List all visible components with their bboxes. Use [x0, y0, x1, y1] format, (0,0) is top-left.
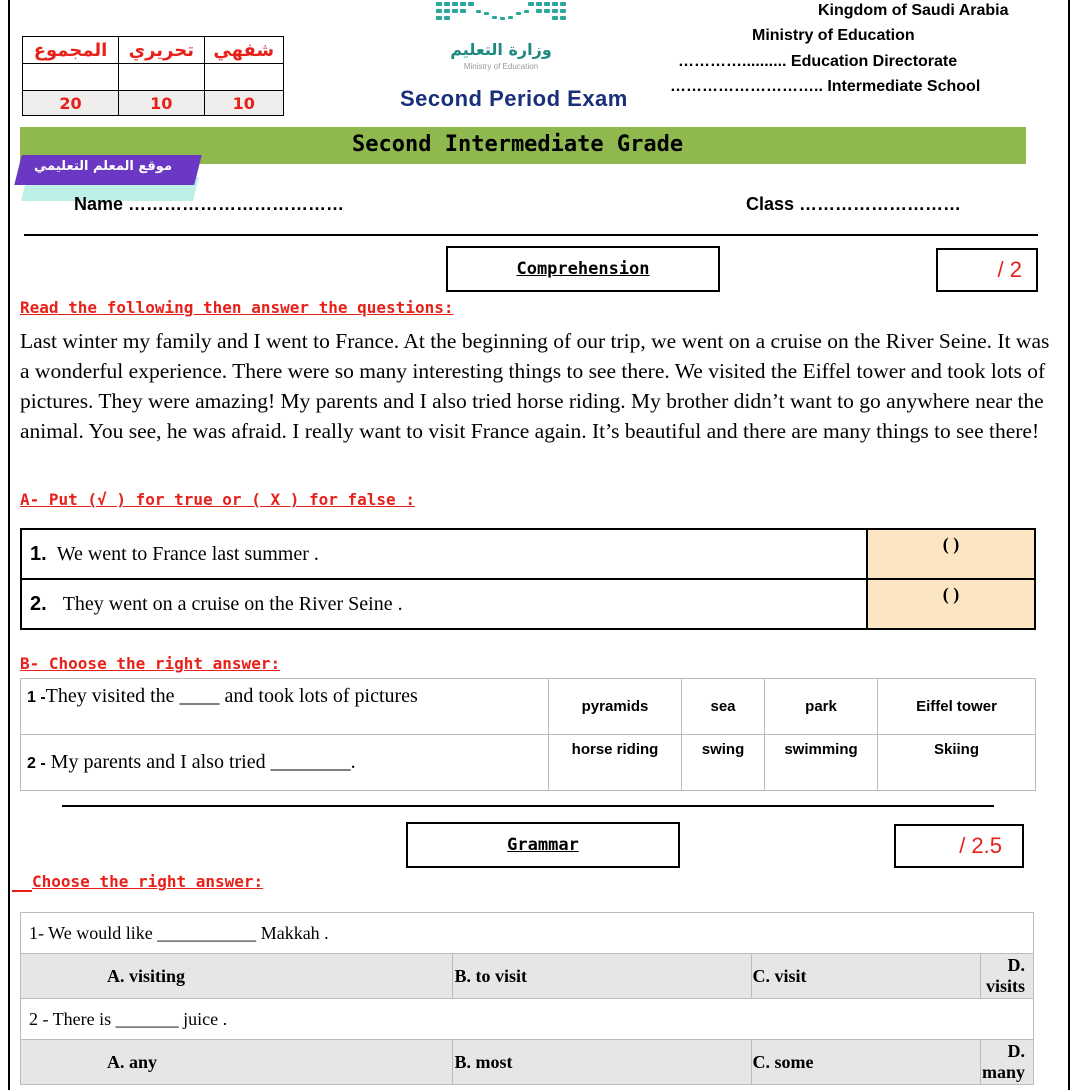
comprehension-title-box — [446, 246, 720, 292]
mc-option[interactable]: pyramids — [549, 679, 682, 735]
watermark-logo — [18, 155, 198, 195]
part-b-instruction: B- Choose the right answer: — [20, 654, 281, 673]
score-value-oral: 10 — [204, 91, 284, 116]
ministry-english-name: Ministry of Education — [463, 62, 539, 71]
header-directorate: ………….......... Education Directorate — [678, 53, 958, 70]
table-row — [21, 679, 1036, 735]
score-blank-total[interactable] — [23, 64, 119, 91]
tf-question-1 — [21, 529, 867, 579]
header-kingdom: Kingdom of Saudi Arabia — [818, 2, 1009, 19]
class-label: Class ……………………… — [746, 194, 962, 214]
grammar-question-1: 1- We would like ___________ Makkah . — [21, 913, 1034, 954]
score-value-written: 10 — [119, 91, 204, 116]
score-header-total: المجموع — [23, 37, 119, 64]
score-table — [22, 36, 284, 116]
score-header-written: تحريري — [119, 37, 204, 64]
tf-question-2-text: They went on a cruise on the River Seine . — [62, 592, 403, 615]
grammar-question-2: 2 - There is _______ juice . — [21, 999, 1034, 1040]
comprehension-title: Comprehension — [516, 259, 650, 279]
table-row — [21, 735, 1036, 791]
tf-question-1-number: 1. — [30, 542, 47, 565]
multiple-choice-table — [20, 678, 1036, 791]
watermark-text: موقع المعلم التعليمي — [34, 159, 172, 174]
grammar-title-box — [406, 822, 680, 868]
tf-answer-1[interactable]: ( ) — [867, 529, 1035, 579]
part-a-instruction: A- Put (√ ) for true or ( X ) for false : — [20, 490, 415, 509]
table-row — [21, 913, 1034, 954]
comprehension-passage: Last winter my family and I went to France. At the beginning of our trip, we went on a cruise on the River Seine. It was a wonderful experience. There were so many interesting things to see there. We visited the Eiffel tower and took lots of pictures. They were amazing! My parents and I also tried horse riding. My brother didn’t want to go anywhere near the animal. You see, he was afraid. I really want to visit France again. It’s beautiful and there are many things to see there! — [20, 329, 1050, 443]
tf-question-1-text: We went to France last summer . — [56, 542, 319, 565]
mc-question-1-text: They visited the ____ and took lots of pictures — [45, 685, 418, 707]
exam-title: Second Period Exam — [400, 86, 628, 111]
ministry-arabic-name: وزارة التعليم — [450, 40, 552, 59]
comprehension-score: / 2 — [997, 257, 1022, 282]
grammar-option[interactable]: A. visiting — [21, 954, 453, 999]
section-divider — [62, 805, 994, 807]
table-row — [21, 999, 1034, 1040]
score-header-oral: شفهي — [204, 37, 284, 64]
tf-answer-2[interactable]: ( ) — [867, 579, 1035, 629]
grammar-option[interactable]: C. some — [751, 1040, 980, 1085]
mc-option[interactable]: Eiffel tower — [878, 679, 1036, 735]
instruction-underline-mark — [12, 890, 32, 892]
mc-question-1-number: 1 - — [27, 689, 46, 706]
mc-question-2 — [21, 735, 549, 791]
grammar-option[interactable]: D. visits — [980, 954, 1033, 999]
table-row — [21, 529, 1035, 579]
grammar-title: Grammar — [507, 835, 579, 855]
grammar-instruction: Choose the right answer: — [32, 872, 264, 891]
divider-line — [24, 234, 1038, 236]
table-row — [21, 579, 1035, 629]
tf-question-2-number: 2. — [30, 592, 47, 615]
mc-option[interactable]: Skiing — [878, 735, 1036, 791]
name-label: Name ……………………………… — [74, 194, 345, 214]
score-blank-written[interactable] — [119, 64, 204, 91]
tf-question-2 — [21, 579, 867, 629]
mc-question-2-text: My parents and I also tried ________. — [50, 751, 356, 773]
grammar-table — [20, 912, 1034, 1085]
mc-option[interactable]: swimming — [765, 735, 878, 791]
score-value-total: 20 — [23, 91, 119, 116]
grade-band-title: Second Intermediate Grade — [352, 132, 684, 157]
ministry-logo — [416, 0, 586, 80]
score-blank-oral[interactable] — [204, 64, 284, 91]
comprehension-instruction: Read the following then answer the questions: — [20, 298, 454, 317]
mc-option[interactable]: sea — [682, 679, 765, 735]
header-school: ……………………….. Intermediate School — [670, 78, 981, 95]
mc-option[interactable]: swing — [682, 735, 765, 791]
table-row — [21, 1040, 1034, 1085]
grammar-option[interactable]: B. to visit — [453, 954, 751, 999]
mc-question-1 — [21, 679, 549, 735]
true-false-table — [20, 528, 1036, 630]
grammar-score-box — [894, 824, 1024, 868]
grammar-option[interactable]: D. many — [980, 1040, 1033, 1085]
comprehension-score-box — [936, 248, 1038, 292]
grammar-option[interactable]: B. most — [453, 1040, 751, 1085]
grammar-option[interactable]: C. visit — [751, 954, 980, 999]
grammar-option[interactable]: A. any — [21, 1040, 453, 1085]
table-row — [21, 954, 1034, 999]
grammar-score: / 2.5 — [959, 833, 1002, 858]
mc-question-2-number: 2 - — [27, 755, 46, 772]
mc-option[interactable]: horse riding — [549, 735, 682, 791]
mc-option[interactable]: park — [765, 679, 878, 735]
ministry-logo-icon — [416, 0, 586, 22]
header-ministry: Ministry of Education — [752, 27, 915, 44]
